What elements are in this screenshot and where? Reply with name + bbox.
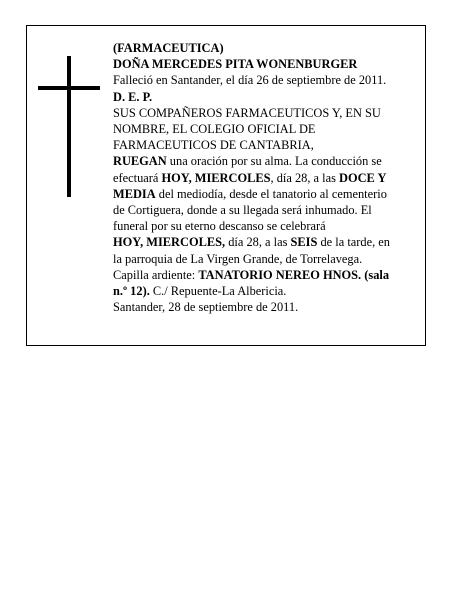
notice-text-segment: , día 28, a las [270, 170, 340, 185]
notice-text-segment: efectuará [113, 170, 162, 185]
notice-line [113, 153, 423, 169]
notice-line [113, 89, 423, 105]
notice-text-segment: HOY, MIERCOLES, [113, 235, 226, 250]
notice-line [113, 202, 423, 218]
notice-line [113, 40, 423, 56]
notice-line [113, 267, 423, 283]
obituary-notice [26, 25, 426, 346]
notice-text-segment: Falleció en Santander, el día 26 de septiembre de 2011. [113, 73, 387, 88]
notice-text-segment: SUS COMPAÑEROS FARMACEUTICOS Y, EN SU [113, 105, 381, 120]
notice-line [113, 105, 423, 121]
notice-text [113, 40, 423, 315]
notice-text-segment: MEDIA [113, 186, 156, 201]
notice-text-segment: D. E. P. [113, 89, 153, 104]
notice-text-segment: RUEGAN [113, 154, 167, 169]
notice-text-segment: DOÑA MERCEDES PITA WONENBURGER [113, 57, 358, 72]
notice-line [113, 251, 423, 267]
notice-line [113, 121, 423, 137]
notice-text-segment: la parroquia de La Virgen Grande, de Torrelavega. [113, 251, 363, 266]
notice-text-segment: Capilla ardiente: [113, 267, 199, 282]
notice-text-segment: C./ Repuente-La Albericia. [149, 284, 287, 299]
notice-text-segment: del mediodía, desde el tanatorio al cementerio [155, 186, 387, 201]
notice-line [113, 234, 423, 250]
notice-text-segment: una oración por su alma. La conducción se [166, 154, 382, 169]
notice-text-segment: SEIS [290, 235, 318, 250]
notice-line [113, 186, 423, 202]
notice-text-segment: funeral por su eterno descanso se celebrará [113, 219, 326, 234]
notice-text-segment: n.º 12). [113, 284, 150, 299]
notice-line [113, 299, 423, 315]
notice-text-segment: de Cortiguera, donde a su llegada será inhumado. El [113, 203, 372, 218]
cross-horizontal-bar [38, 86, 100, 90]
notice-text-segment: TANATORIO NEREO HNOS. (sala [198, 267, 390, 282]
notice-line [113, 218, 423, 234]
notice-line [113, 72, 423, 88]
notice-text-segment: día 28, a las [225, 235, 291, 250]
notice-text-segment: de la tarde, en [317, 235, 390, 250]
notice-line [113, 137, 423, 153]
notice-line [113, 56, 423, 72]
notice-line [113, 283, 423, 299]
cross-vertical-bar [67, 56, 71, 197]
notice-text-segment: FARMACEUTICOS DE CANTABRIA, [113, 138, 314, 153]
notice-text-segment: (FARMACEUTICA) [113, 41, 224, 55]
notice-text-segment: HOY, MIERCOLES [161, 170, 271, 185]
notice-text-segment: DOCE Y [339, 170, 387, 185]
notice-text-segment: NOMBRE, EL COLEGIO OFICIAL DE [113, 122, 316, 137]
notice-line [113, 170, 423, 186]
notice-text-segment: Santander, 28 de septiembre de 2011. [113, 300, 299, 315]
